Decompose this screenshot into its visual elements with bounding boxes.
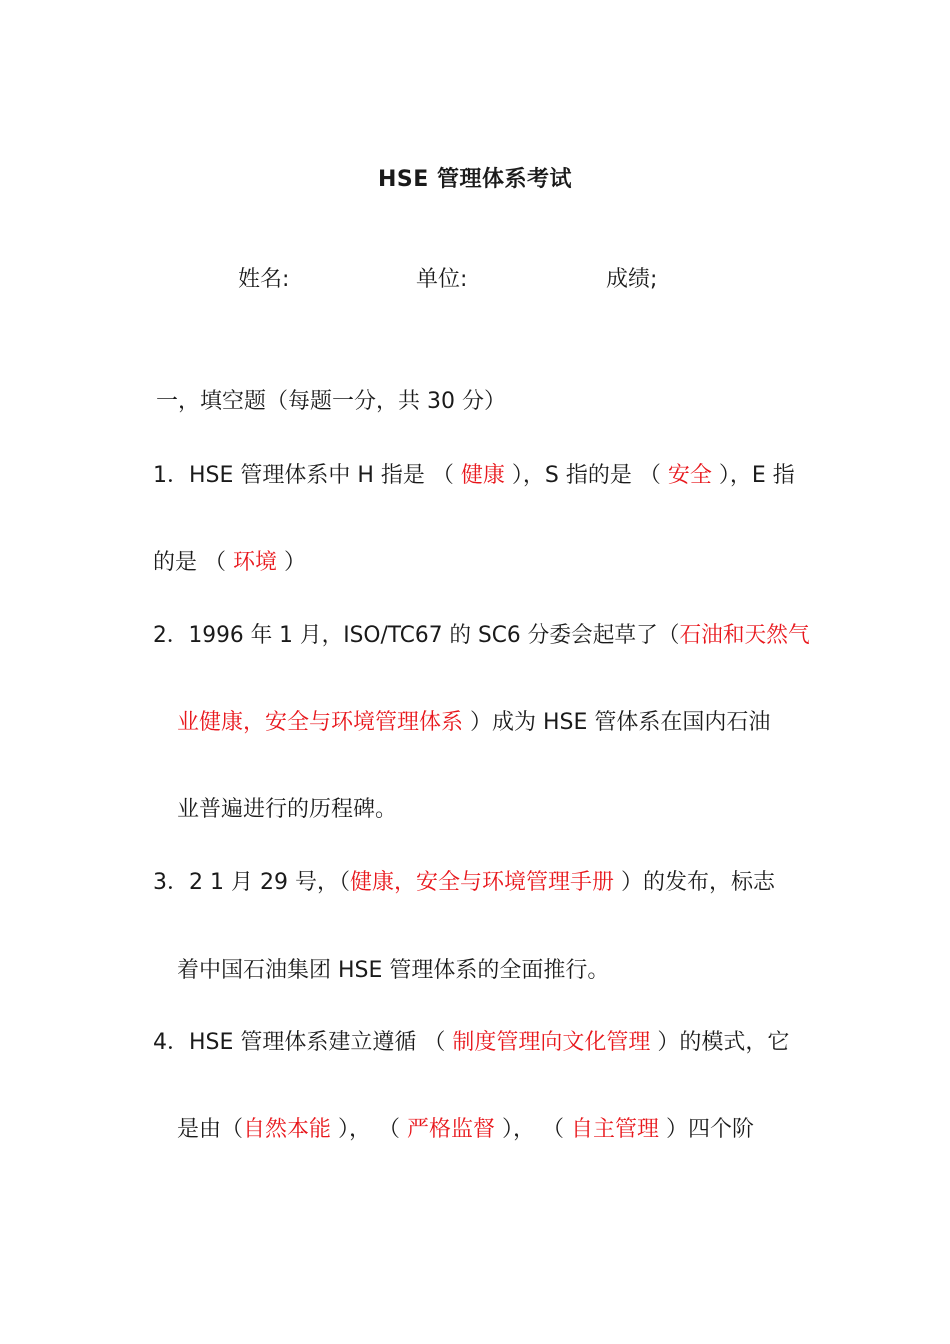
question-text: 1．HSE 管理体系中 H 指是 （ <box>153 463 461 488</box>
question-3-line-2: 着中国石油集团 HSE 管理体系的全面推行。 <box>177 958 610 983</box>
answer-text: 健康 <box>460 463 505 488</box>
question-1-line-1 <box>153 458 795 489</box>
answer-text: 石油和天然气 <box>679 623 810 648</box>
answer-text: 严格监督 <box>407 1117 496 1142</box>
question-2-line-3: 业普遍进行的历程碑。 <box>177 797 398 822</box>
question-text: ）的发布，标志 <box>613 870 775 895</box>
question-2-line-2 <box>177 705 770 736</box>
question-4-line-1 <box>153 1025 789 1056</box>
answer-text: 健康，安全与环境管理手册 <box>349 870 614 895</box>
question-text: ）的模式，它 <box>650 1030 790 1055</box>
name-field-label: 姓名: <box>238 267 290 292</box>
answer-text: 自然本能 <box>243 1117 332 1142</box>
question-text: ）成为 HSE 管体系在国内石油 <box>463 710 771 735</box>
question-3-line-1 <box>153 865 775 896</box>
question-text: ），S 指的是 （ <box>504 463 668 488</box>
question-text: ），E 指 <box>711 463 795 488</box>
question-text: 2．1996 年 1 月，ISO/TC67 的 SC6 分委会起草了（ <box>153 623 680 648</box>
question-1-line-2 <box>153 545 306 576</box>
question-4-line-2 <box>177 1112 754 1143</box>
page-title: HSE 管理体系考试 <box>378 167 572 192</box>
answer-text: 安全 <box>667 463 712 488</box>
question-text: 3．2 1 月 29 号，（ <box>153 870 350 895</box>
question-text: ）四个阶 <box>659 1117 755 1142</box>
question-text: 4．HSE 管理体系建立遵循 （ <box>153 1030 453 1055</box>
question-text: 是由（ <box>177 1117 244 1142</box>
answer-text: 自主管理 <box>571 1117 660 1142</box>
unit-field-label: 单位: <box>416 267 468 292</box>
section-heading: 一，填空题（每题一分，共 30 分） <box>156 389 506 414</box>
answer-text: 制度管理向文化管理 <box>452 1030 651 1055</box>
question-text: ）， （ <box>495 1117 572 1142</box>
score-field-label: 成绩; <box>606 267 658 292</box>
question-2-line-1 <box>153 618 810 649</box>
question-text: ）， （ <box>331 1117 408 1142</box>
answer-text: 业健康，安全与环境管理体系 <box>177 710 464 735</box>
question-text: 的是 （ <box>153 550 233 575</box>
answer-text: 环境 <box>233 550 278 575</box>
question-text: ） <box>277 550 307 575</box>
